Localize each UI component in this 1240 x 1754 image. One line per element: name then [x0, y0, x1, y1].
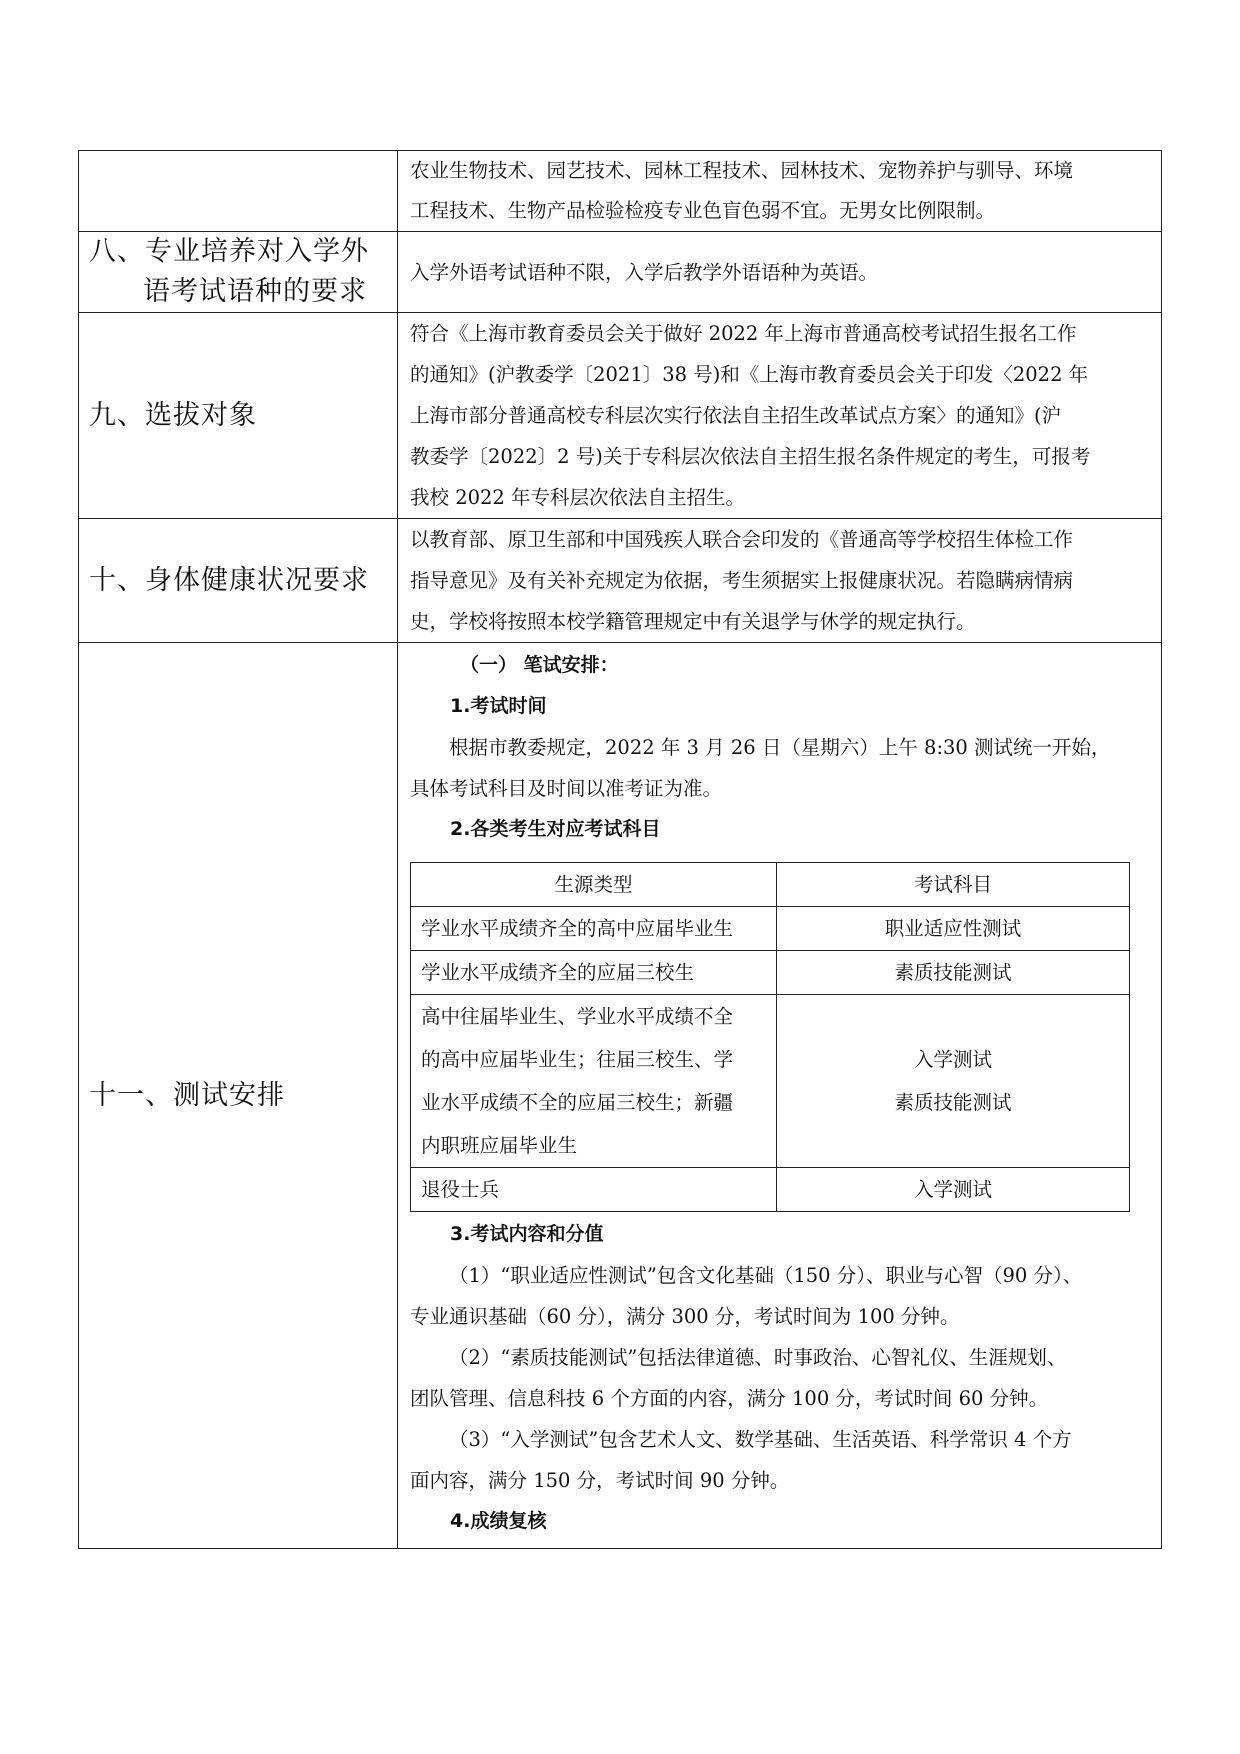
table-row: [411, 907, 1130, 951]
table-row-health: [79, 519, 1162, 643]
text-line: 符合《上海市教育委员会关于做好 2022 年上海市普通高校考试招生报名工作: [410, 322, 1077, 345]
text-line: 农业生物技术、园艺技术、园林工程技术、园林技术、宠物养护与驯导、环境: [410, 159, 1074, 182]
document-page: [78, 150, 1162, 1549]
label-line: 语考试语种的要求: [143, 276, 367, 307]
table-row-test-arrangement: [79, 643, 1162, 1549]
header-cell: 生源类型: [411, 863, 777, 907]
text-line: 具体考试科目及时间以准考证为准。: [410, 777, 723, 800]
text-line: 我校 2022 年专科层次依法自主招生。: [410, 486, 746, 509]
cell-subject: 职业适应性测试: [777, 907, 1130, 951]
label-text: 十一、测试安排: [89, 1079, 285, 1111]
cell-line: 内职班应届毕业生: [421, 1134, 578, 1157]
text-line: 入学外语考试语种不限，入学后教学外语语种为英语。: [410, 260, 879, 284]
subheading-exam-content: 3.考试内容和分值: [450, 1223, 604, 1245]
subheading-exam-subjects: 2.各类考生对应考试科目: [450, 818, 661, 840]
row-label: [79, 643, 398, 1549]
text-line: 教委学〔2022〕2 号)关于专科层次依法自主招生报名条件规定的考生，可报考: [410, 445, 1091, 468]
text-line: 根据市教委规定，2022 年 3 月 26 日（星期六）上午 8:30 测试统一开始，: [449, 736, 1111, 759]
label-line: 八、专业培养对入学外: [89, 236, 369, 267]
text-line: 面内容，满分 150 分，考试时间 90 分钟。: [410, 1469, 790, 1492]
text-line: 专业通识基础（60 分），满分 300 分，考试时间为 100 分钟。: [410, 1305, 960, 1328]
cell-subject: 入学测试: [777, 1168, 1130, 1212]
table-header-row: [411, 863, 1130, 907]
cell-type: 学业水平成绩齐全的高中应届毕业生: [411, 907, 777, 951]
row-content: [398, 232, 1162, 313]
cell-type: 退役士兵: [411, 1168, 777, 1212]
text-line: 的通知》(沪教委学〔2021〕38 号)和《上海市教育委员会关于印发〈2022 年: [410, 363, 1089, 386]
header-cell: 考试科目: [777, 863, 1130, 907]
table-row-continuation: [79, 151, 1162, 232]
exam-subjects-table: [410, 862, 1130, 1212]
cell-line: 入学测试: [913, 1048, 992, 1071]
text-line: （3）“入学测试”包含艺术人文、数学基础、生活英语、科学常识 4 个方: [449, 1428, 1072, 1451]
row-content: [398, 313, 1162, 519]
table-row-foreign-language: [79, 232, 1162, 313]
cell-type: [411, 995, 777, 1168]
table-row: [411, 1168, 1130, 1212]
table-row-selection-target: [79, 313, 1162, 519]
row-content: [398, 519, 1162, 643]
text-line: 团队管理、信息科技 6 个方面的内容，满分 100 分，考试时间 60 分钟。: [410, 1387, 1049, 1410]
text-line: 指导意见》及有关补充规定为依据，考生须据实上报健康状况。若隐瞒病情病: [410, 569, 1074, 592]
row-content: [398, 643, 1162, 1549]
row-label: [79, 313, 398, 519]
row-label: [79, 232, 398, 313]
cell-line: 的高中应届毕业生；往届三校生、学: [421, 1048, 734, 1071]
cell-subject: 素质技能测试: [777, 951, 1130, 995]
text-line: 史，学校将按照本校学籍管理规定中有关退学与休学的规定执行。: [410, 610, 976, 633]
row-label: [79, 519, 398, 643]
admission-info-table: [78, 150, 1162, 1549]
table-row: [411, 951, 1130, 995]
text-line: 以教育部、原卫生部和中国残疾人联合会印发的《普通高等学校招生体检工作: [410, 528, 1074, 551]
row-label-empty: [79, 151, 398, 232]
table-row: [411, 995, 1130, 1168]
cell-subject: [777, 995, 1130, 1168]
subheading-exam-time: 1.考试时间: [450, 695, 547, 717]
text-line: （2）“素质技能测试”包括法律道德、时事政治、心智礼仪、生涯规划、: [449, 1346, 1067, 1369]
row-content: [398, 151, 1162, 232]
label-text: 九、选拔对象: [89, 399, 257, 431]
text-line: （1）“职业适应性测试”包含文化基础（150 分）、职业与心智（90 分）、: [449, 1264, 1083, 1287]
cell-type: 学业水平成绩齐全的应届三校生: [411, 951, 777, 995]
cell-line: 素质技能测试: [894, 1091, 1012, 1114]
cell-line: 业水平成绩不全的应届三校生；新疆: [421, 1091, 734, 1114]
cell-line: 高中往届毕业生、学业水平成绩不全: [421, 1005, 734, 1028]
section-title: （一） 笔试安排：: [460, 654, 619, 676]
label-text: 十、身体健康状况要求: [89, 564, 369, 596]
subheading-score-review: 4.成绩复核: [450, 1510, 547, 1532]
text-line: 上海市部分普通高校专科层次实行依法自主招生改革试点方案〉的通知》(沪: [410, 404, 1062, 427]
text-line: 工程技术、生物产品检验检疫专业色盲色弱不宜。无男女比例限制。: [410, 199, 996, 222]
